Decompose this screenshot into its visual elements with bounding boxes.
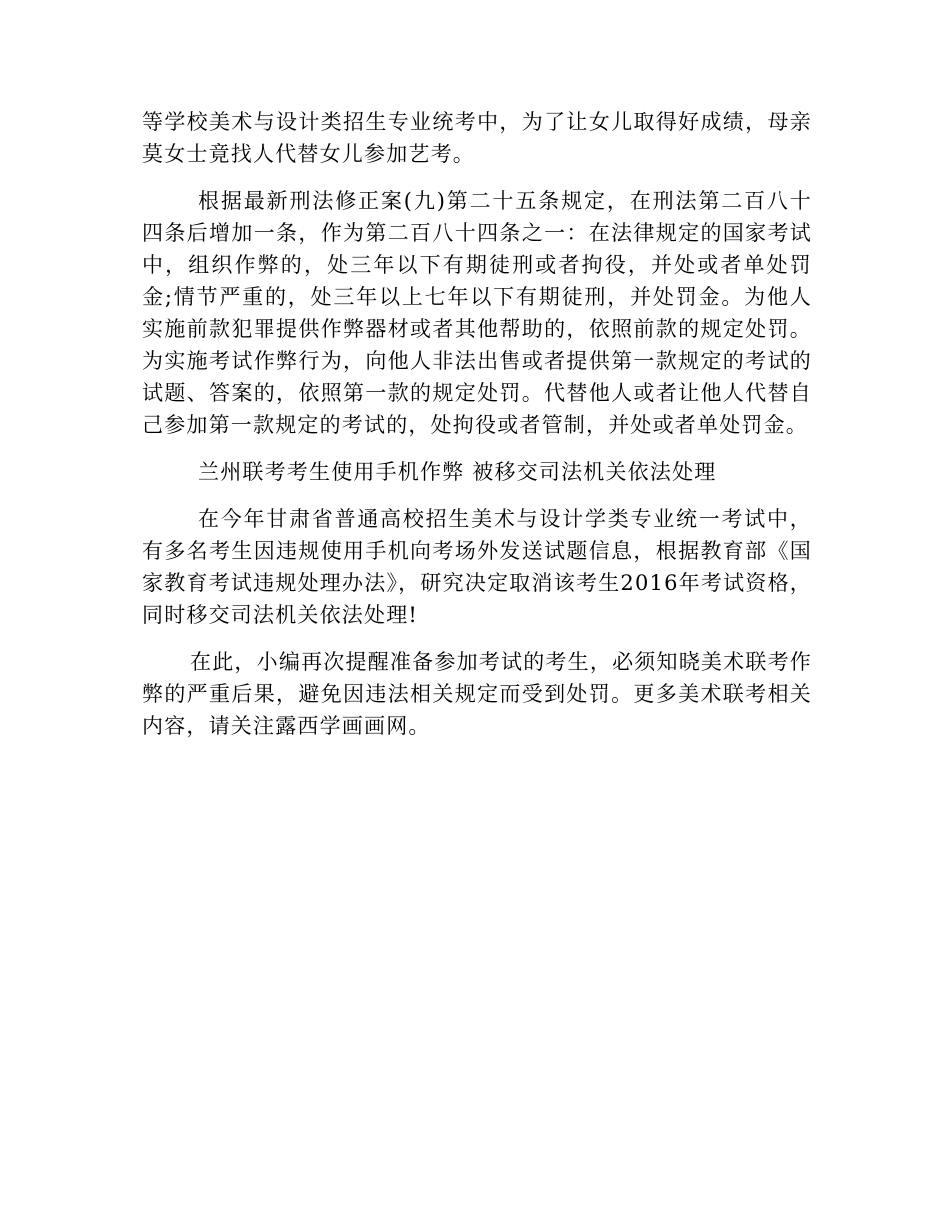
paragraph-gansu-exam-incident: 在今年甘肃省普通高校招生美术与设计学类专业统一考试中，有多名考生因违规使用手机向考场外发送试题信息，根据教育部《国家教育考试违规处理办法》，研究决定取消该考生2016年考试资格，同时移交司法机关依法处理! xyxy=(142,507,812,627)
paragraph-criminal-law-provision: 根据最新刑法修正案(九)第二十五条规定，在刑法第二百八十四条后增加一条，作为第二百八十四条之一：在法律规定的国家考试中，组织作弊的，处三年以下有期徒刑或者拘役，并处或者单处罚金;情节严重的，处三年以上七年以下有期徒刑，并处罚金。为他人实施前款犯罪提供作弊器材或者其他帮助的，依照前款的规定处罚。为实施考试作弊行为，向他人非法出售或者提供第一款规定的考试的试题、答案的，依照第一款的规定处罚。代替他人或者让他人代替自己参加第一款规定的考试的，处拘役或者管制，并处或者单处罚金。 xyxy=(142,189,812,437)
section-heading-lanzhou-cheating: 兰州联考考生使用手机作弊 被移交司法机关依法处理 xyxy=(198,460,717,484)
document-page xyxy=(142,106,812,742)
paragraph-closing-reminder: 在此，小编再次提醒准备参加考试的考生，必须知晓美术联考作弊的严重后果，避免因违法相关规定而受到处罚。更多美术联考相关内容，请关注露西学画画网。 xyxy=(142,650,812,738)
paragraph-intro-continuation: 等学校美术与设计类招生专业统考中，为了让女儿取得好成绩，母亲莫女士竟找人代替女儿参加艺考。 xyxy=(142,110,812,166)
